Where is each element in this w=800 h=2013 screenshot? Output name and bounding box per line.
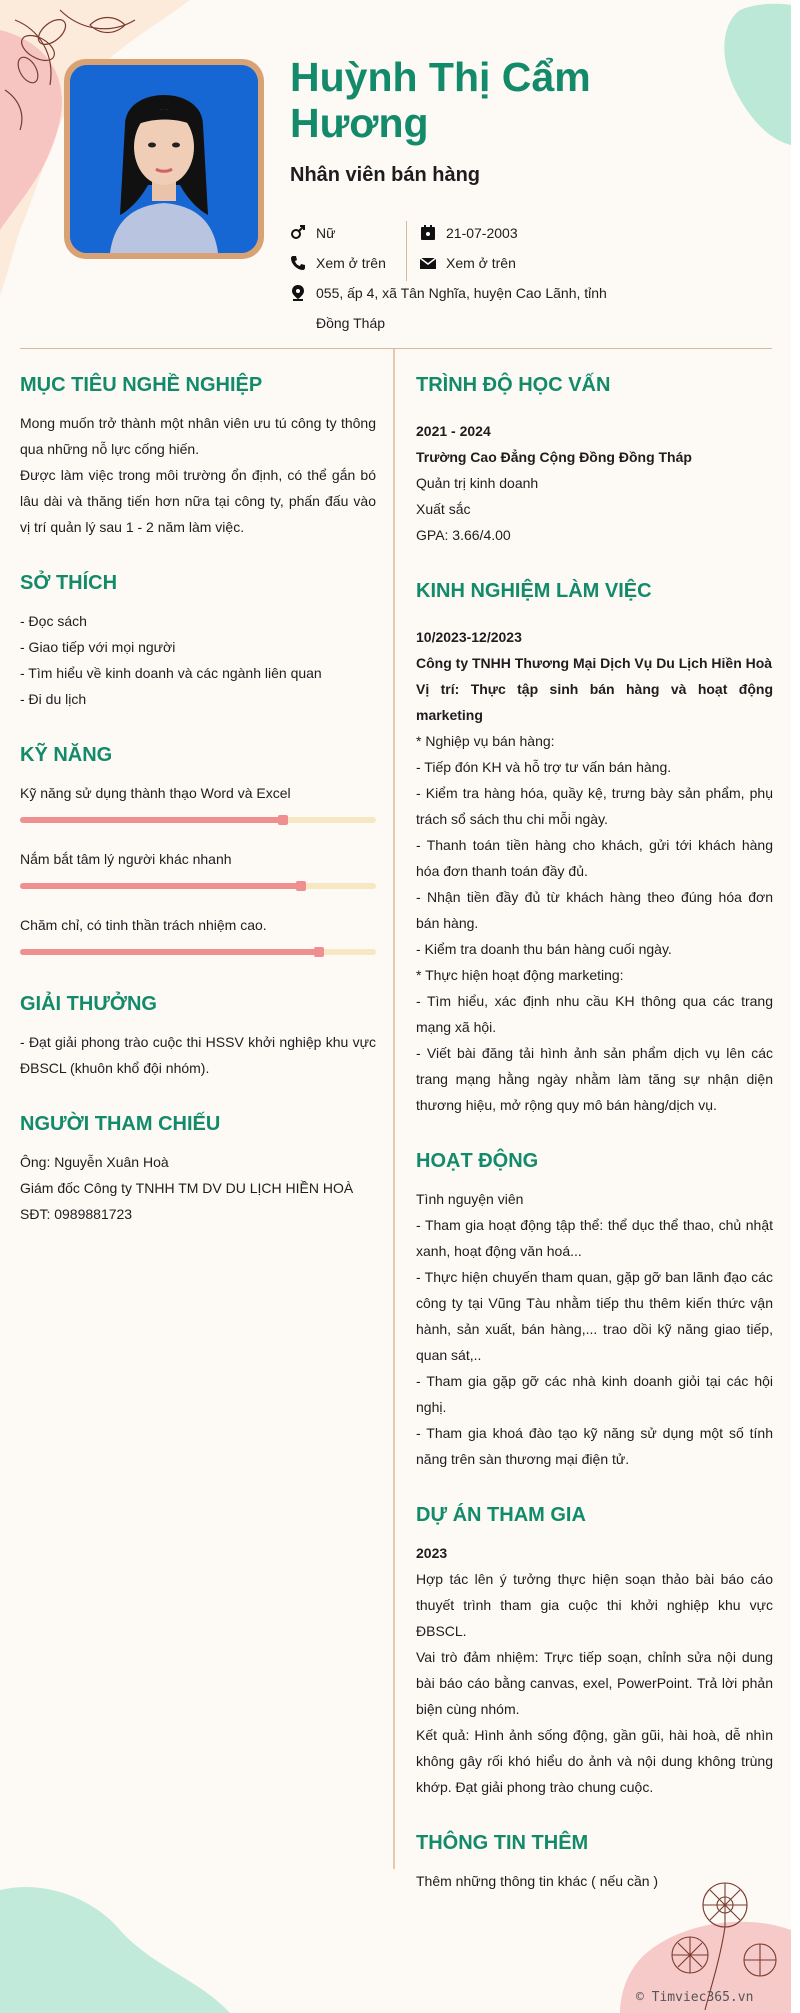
- experience-period: 10/2023-12/2023: [416, 629, 522, 645]
- column-divider: [393, 349, 395, 1869]
- objective-text-2: Được làm việc trong môi trường ổn định, có thể gắn bó lâu dài và thăng tiến hơn nữa tại công ty, phấn đấu vào vị trí quản lý sau 1 - 2 năm làm việc.: [20, 467, 376, 535]
- award-item: - Đạt giải phong trào cuộc thi HSSV khởi nghiệp khu vực ĐBSCL (khuôn khổ đội nhóm).: [20, 1034, 376, 1076]
- phone-value: Xem ở trên: [316, 255, 386, 271]
- email-row: [420, 255, 516, 271]
- objective-section: [20, 372, 376, 540]
- left-column: [20, 350, 376, 1227]
- skill-item: [20, 846, 376, 889]
- extra-info-title: THÔNG TIN THÊM: [416, 1832, 589, 1854]
- hobby-item: - Tìm hiểu về kinh doanh và các ngành liên quan: [20, 665, 322, 681]
- email-value: Xem ở trên: [446, 255, 516, 271]
- watercolor-decoration-top-right: [710, 0, 791, 150]
- skill-level-bar: [20, 883, 376, 889]
- awards-title: GIẢI THƯỞNG: [20, 993, 157, 1015]
- skill-item: [20, 780, 376, 823]
- experience-line: - Kiểm tra hàng hóa, quầy kệ, trưng bày sản phẩm, phụ trách sổ sách thu chi mỗi ngày.: [416, 785, 773, 827]
- skill-level-bar: [20, 949, 376, 955]
- envelope-icon: [420, 255, 436, 271]
- experience-section: [416, 578, 773, 1118]
- education-school: Trường Cao Đẳng Cộng Đồng Đồng Tháp: [416, 449, 692, 465]
- experience-line: * Thực hiện hoạt động marketing:: [416, 967, 624, 983]
- birthdate-value: 21-07-2003: [446, 225, 518, 241]
- activity-line: Tình nguyện viên: [416, 1191, 524, 1207]
- education-gpa: GPA: 3.66/4.00: [416, 527, 511, 543]
- skill-level-fill: [20, 949, 319, 955]
- projects-title: DỰ ÁN THAM GIA: [416, 1504, 586, 1526]
- project-year: 2023: [416, 1545, 448, 1561]
- skill-level-marker: [314, 947, 324, 957]
- project-line: Vai trò đảm nhiệm: Trực tiếp soạn, chỉnh sửa nội dung bài báo cáo bằng canvas, exel, PowerPoint. Trả lời phản biện cùng nhóm.: [416, 1649, 773, 1717]
- objective-title: MỤC TIÊU NGHỀ NGHIỆP: [20, 374, 263, 396]
- experience-line: - Kiểm tra doanh thu bán hàng cuối ngày.: [416, 941, 672, 957]
- gender-value: Nữ: [316, 225, 336, 241]
- experience-line: - Tiếp đón KH và hỗ trợ tư vấn bán hàng.: [416, 759, 672, 775]
- watercolor-decoration-bottom-left: [0, 1870, 240, 2013]
- projects-section: [416, 1502, 773, 1800]
- hobbies-title: SỞ THÍCH: [20, 572, 118, 594]
- experience-line: - Tìm hiểu, xác định nhu cầu KH thông qua các trang mạng xã hội.: [416, 993, 773, 1035]
- calendar-icon: [420, 225, 436, 241]
- awards-section: [20, 991, 376, 1081]
- education-section: [416, 372, 773, 548]
- activity-line: - Tham gia gặp gỡ các nhà kinh doanh giỏi tại các hội nghị.: [416, 1373, 773, 1415]
- experience-line: - Thanh toán tiền hàng cho khách, gửi tới khách hàng hóa đơn thanh toán đầy đủ.: [416, 837, 773, 879]
- references-title: NGƯỜI THAM CHIẾU: [20, 1113, 221, 1135]
- activity-line: - Thực hiện chuyến tham quan, gặp gỡ ban lãnh đạo các công ty tại Vũng Tàu nhằm tiếp thu thêm kiến thức vận hành, sản xuất, bán hàng,... trao dồi kỹ năng giao tiếp, quan sát,..: [416, 1269, 773, 1363]
- activities-title: HOẠT ĐỘNG: [416, 1150, 539, 1172]
- avatar-frame: [64, 59, 264, 259]
- skill-level-marker: [296, 881, 306, 891]
- job-title: Nhân viên bán hàng: [290, 164, 481, 186]
- extra-info-text: Thêm những thông tin khác ( nếu cần ): [416, 1873, 659, 1889]
- hobby-item: - Giao tiếp với mọi người: [20, 639, 176, 655]
- info-divider: [406, 221, 407, 281]
- education-rank: Xuất sắc: [416, 501, 471, 517]
- project-line: Hợp tác lên ý tưởng thực hiện soạn thảo bài báo cáo thuyết trình tham gia cuộc thi khởi nghiệp khu vực ĐBSCL.: [416, 1571, 773, 1639]
- activities-section: [416, 1148, 773, 1472]
- hobby-item: - Đi du lịch: [20, 691, 87, 707]
- skills-section: [20, 742, 376, 955]
- skill-level-marker: [278, 815, 288, 825]
- gender-icon: [290, 225, 306, 241]
- education-period: 2021 - 2024: [416, 423, 491, 439]
- objective-text-1: Mong muốn trở thành một nhân viên ưu tú công ty thông qua những nỗ lực cống hiến.: [20, 415, 376, 457]
- activity-line: - Tham gia khoá đào tạo kỹ năng sử dụng một số tính năng trên sàn thương mại điện tử.: [416, 1425, 773, 1467]
- experience-position: Vị trí: Thực tập sinh bán hàng và hoạt động marketing: [416, 681, 773, 723]
- education-major: Quản trị kinh doanh: [416, 475, 539, 491]
- address-row: [290, 278, 640, 338]
- skill-level-fill: [20, 883, 301, 889]
- watermark: © Timviec365.vn: [636, 1990, 754, 2005]
- phone-icon: [290, 255, 306, 271]
- right-column: [416, 350, 773, 1894]
- skills-title: KỸ NĂNG: [20, 744, 113, 766]
- reference-line: Ông: Nguyễn Xuân Hoà: [20, 1154, 169, 1170]
- portrait-photo: [70, 65, 258, 253]
- hobbies-section: [20, 570, 376, 712]
- experience-company: Công ty TNHH Thương Mại Dịch Vụ Du Lịch Hiền Hoà: [416, 655, 773, 671]
- hobby-item: - Đọc sách: [20, 613, 87, 629]
- skill-level-fill: [20, 817, 283, 823]
- birthdate-row: [420, 225, 518, 241]
- education-title: TRÌNH ĐỘ HỌC VẤN: [416, 374, 611, 396]
- avatar: [70, 65, 258, 253]
- skill-label: Nắm bắt tâm lý người khác nhanh: [20, 851, 232, 867]
- address-value: 055, ấp 4, xã Tân Nghĩa, huyện Cao Lãnh, tỉnh Đồng Tháp: [316, 285, 607, 331]
- experience-line: * Nghiệp vụ bán hàng:: [416, 733, 555, 749]
- activity-line: - Tham gia hoạt động tập thể: thể dục thể thao, chủ nhật xanh, hoạt động văn hoá...: [416, 1217, 773, 1259]
- project-line: Kết quả: Hình ảnh sống động, gần gũi, hài hoà, dễ nhìn không gây rối khó hiểu do ảnh và nội dung không trùng khớp. Đạt giải phong trào chung cuộc.: [416, 1727, 773, 1795]
- phone-row: [290, 255, 386, 271]
- gender-row: [290, 225, 335, 241]
- skill-item: [20, 912, 376, 955]
- experience-line: - Viết bài đăng tải hình ảnh sản phẩm dịch vụ lên các trang mạng hằng ngày nhằm làm tăng sự nhận diện thương hiệu, mở rộng quy mô bán hàng/dịch vụ.: [416, 1045, 773, 1113]
- experience-title: KINH NGHIỆM LÀM VIỆC: [416, 580, 652, 602]
- skill-level-bar: [20, 817, 376, 823]
- skill-label: Chăm chỉ, có tinh thần trách nhiệm cao.: [20, 917, 267, 933]
- skill-label: Kỹ năng sử dụng thành thạo Word và Excel: [20, 785, 291, 801]
- candidate-name: Huỳnh Thị Cẩm Hương: [290, 54, 591, 146]
- reference-line: SĐT: 0989881723: [20, 1206, 133, 1222]
- experience-line: - Nhận tiền đầy đủ từ khách hàng theo đúng hóa đơn bán hàng.: [416, 889, 773, 931]
- header-divider: [20, 348, 772, 349]
- references-section: [20, 1111, 376, 1227]
- extra-info-section: [416, 1830, 773, 1894]
- location-pin-icon: [290, 285, 306, 301]
- reference-line: Giám đốc Công ty TNHH TM DV DU LỊCH HIỀN HOÀ: [20, 1180, 354, 1196]
